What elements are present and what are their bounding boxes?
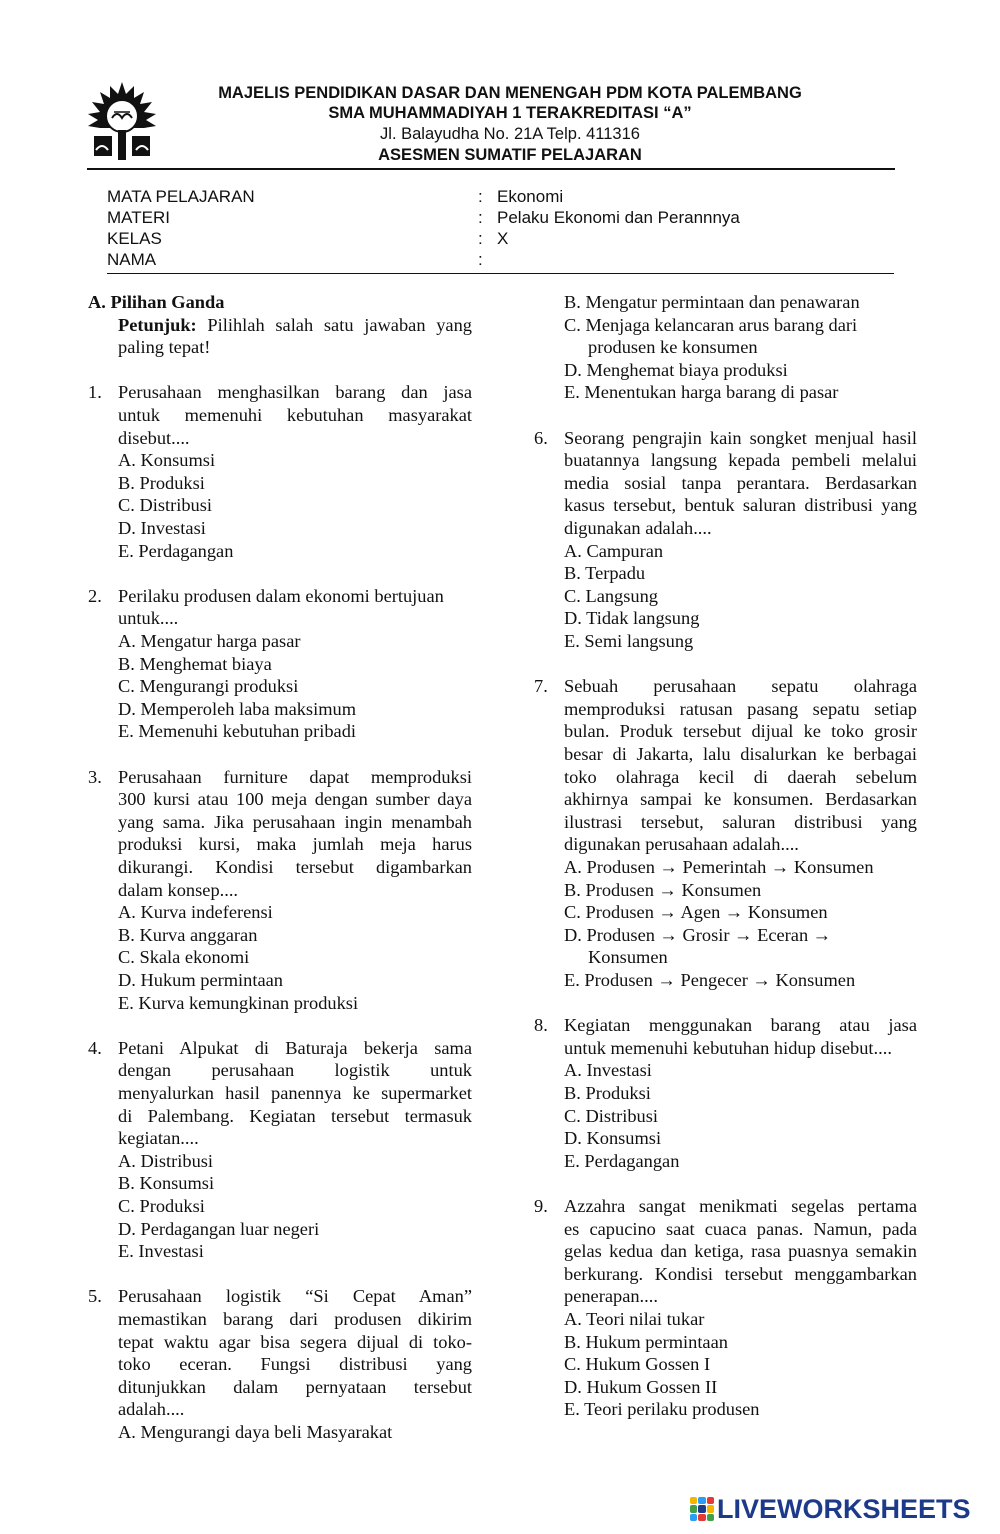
option-continuation[interactable]: produsen ke konsumen xyxy=(588,337,758,358)
question-text: besar di Jakarta, lalu disalurkan ke berbagai xyxy=(564,744,917,764)
option[interactable]: A. Kurva indeferensi xyxy=(118,902,273,923)
option[interactable]: A. Mengatur harga pasar xyxy=(118,631,301,651)
option[interactable]: A. Produsen → Pemerintah → Konsumen xyxy=(564,857,874,877)
question-text: Perusahaan furniture dapat memproduksi xyxy=(118,766,472,787)
option[interactable]: B. Produsen → Konsumen xyxy=(564,879,762,900)
exam-info xyxy=(107,186,887,272)
option[interactable]: E. Memenuhi kebutuhan pribadi xyxy=(118,721,357,742)
option[interactable]: C. Menjaga kelancaran arus barang dari xyxy=(564,314,858,335)
question-text: untuk.... xyxy=(118,608,179,629)
option[interactable]: E. Perdagangan xyxy=(118,540,234,561)
option[interactable]: B. Produksi xyxy=(564,1083,651,1103)
option[interactable]: C. Langsung xyxy=(564,585,658,606)
option[interactable]: A. Mengurangi daya beli Masyarakat xyxy=(118,1422,393,1442)
question-text: digunakan perusahaan adalah.... xyxy=(564,834,799,855)
option[interactable]: C. Distribusi xyxy=(118,495,213,516)
option[interactable]: A. Campuran xyxy=(564,540,664,561)
option-continuation[interactable]: Konsumen xyxy=(588,947,668,968)
option[interactable]: D. Investasi xyxy=(118,518,206,538)
instruction xyxy=(118,314,472,337)
option[interactable]: C. Produksi xyxy=(118,1196,205,1216)
info-colon: : xyxy=(478,208,483,227)
brand-text: LIVEWORKSHEETS xyxy=(717,1493,971,1524)
info-colon: : xyxy=(478,229,483,248)
question-text: produksi kursi, maka jumlah meja harus xyxy=(118,834,472,855)
question-text: Perusahaan logistik “Si Cepat Aman” xyxy=(118,1286,472,1307)
instruction-text: Pilihlah salah satu jawaban yang xyxy=(207,314,472,335)
option[interactable]: D. Konsumsi xyxy=(564,1128,662,1149)
question-text: Sebuah perusahaan sepatu olahraga xyxy=(564,676,917,697)
info-label: KELAS xyxy=(107,229,162,248)
question-number: 1. xyxy=(88,382,102,403)
question-text: akhirnya sampai ke konsumen. Berdasarkan xyxy=(564,789,917,810)
info-label: MATERI xyxy=(107,208,170,227)
option[interactable]: D. Menghemat biaya produksi xyxy=(564,359,788,380)
option[interactable]: D. Hukum Gossen II xyxy=(564,1376,718,1397)
option[interactable]: E. Teori perilaku produsen xyxy=(564,1399,760,1420)
question-text: yang sama. Jika perusahaan ingin menambah xyxy=(118,811,472,832)
liveworksheets-brand[interactable] xyxy=(690,1494,971,1524)
option[interactable]: A. Investasi xyxy=(564,1060,652,1081)
question-text: gelas kedua dan ketiga, rasa puasnya semakin xyxy=(564,1241,917,1262)
question-text: dengan perusahaan logistik untuk xyxy=(118,1060,472,1081)
header-divider xyxy=(87,168,895,170)
option[interactable]: A. Teori nilai tukar xyxy=(564,1309,705,1329)
option[interactable]: D. Perdagangan luar negeri xyxy=(118,1218,320,1239)
question-text: bulan. Produk tersebut dijual ke toko grosir xyxy=(564,721,917,742)
option[interactable]: B. Konsumsi xyxy=(118,1173,215,1194)
question-number: 2. xyxy=(88,585,102,606)
option[interactable]: A. Konsumsi xyxy=(118,450,216,471)
question-text: di Palembang. Kegiatan tersebut termasuk xyxy=(118,1105,472,1126)
option[interactable]: B. Hukum permintaan xyxy=(564,1331,728,1352)
question-text: ilustrasi tersebut, saluran distribusi yang xyxy=(564,811,917,832)
institution-name: MAJELIS PENDIDIKAN DASAR DAN MENENGAH PDM KOTA PALEMBANG xyxy=(218,84,802,102)
option[interactable]: E. Perdagangan xyxy=(564,1150,680,1171)
question-number: 9. xyxy=(534,1196,548,1216)
question-number: 6. xyxy=(534,427,548,448)
instruction-label: Petunjuk: xyxy=(118,314,197,335)
option[interactable]: B. Kurva anggaran xyxy=(118,924,258,945)
question-text: adalah.... xyxy=(118,1399,185,1420)
info-value: Ekonomi xyxy=(497,187,564,206)
option[interactable]: D. Produsen → Grosir → Eceran → xyxy=(564,924,832,945)
info-value: Pelaku Ekonomi dan Perannnya xyxy=(497,208,740,227)
question-text: Perilaku produsen dalam ekonomi bertujuan xyxy=(118,585,444,606)
option[interactable]: E. Semi langsung xyxy=(564,631,694,651)
right-column xyxy=(534,291,920,1451)
question-text: disebut.... xyxy=(118,427,190,448)
info-colon: : xyxy=(478,250,483,269)
question-number: 5. xyxy=(88,1286,102,1307)
question-text: memproduksi ratusan pasang sepatu setiap xyxy=(564,698,917,719)
question-text: berkurang. Kondisi tersebut menggambarkan xyxy=(564,1263,917,1284)
question-text: menyalurkan hasil panennya ke supermarket xyxy=(118,1083,472,1103)
option[interactable]: C. Distribusi xyxy=(564,1105,659,1126)
option[interactable]: D. Hukum permintaan xyxy=(118,970,283,990)
question-text: dikurangi. Kondisi tersebut digambarkan xyxy=(118,857,472,877)
option[interactable]: B. Menghemat biaya xyxy=(118,653,272,674)
question-text: Petani Alpukat di Baturaja bekerja sama xyxy=(118,1037,472,1058)
option[interactable]: E. Investasi xyxy=(118,1241,204,1262)
question-number: 3. xyxy=(88,766,102,787)
question-text: Perusahaan menghasilkan barang dan jasa xyxy=(118,382,472,403)
option[interactable]: E. Kurva kemungkinan produksi xyxy=(118,992,359,1013)
question-text: tepat waktu agar bisa segera dijual di toko- xyxy=(118,1331,472,1352)
instruction-text: paling tepat! xyxy=(118,337,211,358)
option[interactable]: C. Skala ekonomi xyxy=(118,947,250,968)
question-number: 7. xyxy=(534,676,548,697)
school-name: SMA MUHAMMADIYAH 1 TERAKREDITASI “A” xyxy=(328,104,692,122)
info-value: X xyxy=(497,229,509,248)
info-colon: : xyxy=(478,187,483,206)
question-text: kasus tersebut, bentuk saluran distribusi yang xyxy=(564,495,917,516)
question-number: 4. xyxy=(88,1037,102,1058)
letterhead xyxy=(140,84,880,164)
option[interactable]: C. Hukum Gossen I xyxy=(564,1354,711,1375)
option[interactable]: C. Produsen → Agen → Konsumen xyxy=(564,902,828,923)
liveworksheets-icon xyxy=(690,1497,714,1521)
question-text: memastikan barang dari produsen dikirim xyxy=(118,1309,472,1329)
question-text: media sosial tanpa perantara. Berdasarkan xyxy=(564,472,917,493)
option[interactable]: D. Memperoleh laba maksimum xyxy=(118,698,357,719)
question-text: digunakan adalah.... xyxy=(564,518,712,538)
option[interactable]: B. Mengatur permintaan dan penawaran xyxy=(564,292,860,312)
option[interactable]: E. Produsen → Pengecer → Konsumen xyxy=(564,970,856,990)
option[interactable]: E. Menentukan harga barang di pasar xyxy=(564,382,839,403)
question-text: buatannya langsung kepada pembeli melalui xyxy=(564,450,917,471)
question-text: Seorang pengrajin kain songket menjual hasil xyxy=(564,427,917,448)
question-text: toko olahraga kecil di daerah sebelum xyxy=(564,766,917,787)
question-text: Kegiatan menggunakan barang atau jasa xyxy=(564,1015,917,1036)
info-label: MATA PELAJARAN xyxy=(107,187,255,206)
question-number: 8. xyxy=(534,1015,548,1036)
option[interactable]: C. Mengurangi produksi xyxy=(118,676,299,697)
question-text: es capucino saat cuaca panas. Namun, pada xyxy=(564,1218,917,1239)
document-title: ASESMEN SUMATIF PELAJARAN xyxy=(378,146,642,164)
info-divider xyxy=(107,273,894,274)
option[interactable]: B. Produksi xyxy=(118,472,205,493)
question-text: kegiatan.... xyxy=(118,1128,199,1149)
question-text: toko eceran. Fungsi distribusi yang xyxy=(118,1354,472,1375)
question-text: Azzahra sangat menikmati segelas pertama xyxy=(564,1196,917,1216)
question-text: ditunjukkan dalam pernyataan tersebut xyxy=(118,1376,472,1397)
option[interactable]: B. Terpadu xyxy=(564,563,646,584)
option[interactable]: D. Tidak langsung xyxy=(564,608,700,629)
option[interactable]: A. Distribusi xyxy=(118,1150,214,1171)
school-address: Jl. Balayudha No. 21A Telp. 411316 xyxy=(380,125,640,143)
question-text: 300 kursi atau 100 meja dengan sumber daya xyxy=(118,789,472,810)
question-text: untuk memenuhi kebutuhan hidup disebut.... xyxy=(564,1037,892,1058)
section-heading: A. Pilihan Ganda xyxy=(88,292,225,312)
left-column xyxy=(88,291,474,1451)
info-label: NAMA xyxy=(107,250,157,269)
question-text: penerapan.... xyxy=(564,1286,658,1307)
question-text: dalam konsep.... xyxy=(118,879,239,900)
question-text: untuk memenuhi kebutuhan masyarakat xyxy=(118,405,472,425)
